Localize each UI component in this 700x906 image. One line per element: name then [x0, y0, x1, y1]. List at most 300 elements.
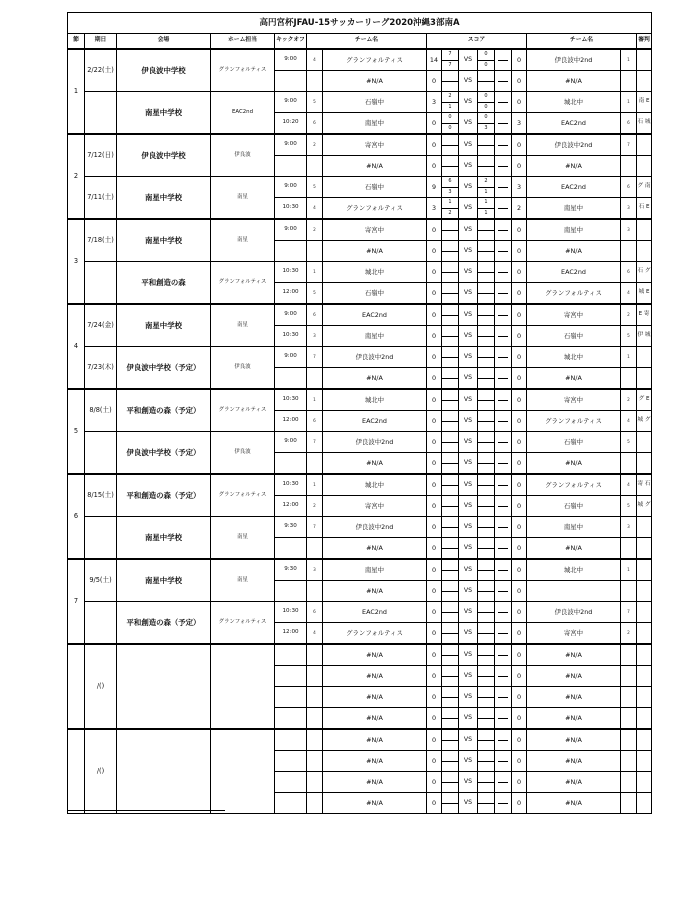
away-team-number — [621, 368, 637, 390]
away-first-half — [478, 305, 494, 316]
home-half-scores — [442, 49, 459, 71]
away-half-stack — [478, 538, 494, 558]
home-half-stack — [442, 751, 458, 771]
home-half-scores — [442, 581, 459, 602]
away-team-name: #N/A — [527, 772, 621, 793]
away-half-scores — [478, 666, 495, 687]
away-team-name: #N/A — [527, 729, 621, 751]
away-team-name: 城北中 — [527, 92, 621, 113]
referee-cell: 城 グ — [637, 411, 652, 432]
vs-label: VS — [459, 219, 478, 241]
home-team-name: #N/A — [323, 751, 427, 772]
referee-cell — [637, 432, 652, 453]
away-second-half: 3 — [484, 124, 488, 131]
vs-label: VS — [459, 644, 478, 666]
away-half-scores — [478, 113, 495, 135]
home-team-name: #N/A — [323, 666, 427, 687]
home-score-total: 0 — [427, 453, 442, 475]
score-divider — [495, 177, 512, 198]
score-divider — [495, 113, 512, 135]
away-score-total: 2 — [512, 198, 527, 220]
host-cell: 南星 — [211, 517, 275, 560]
away-first-half — [478, 347, 494, 358]
home-second-half — [442, 613, 458, 623]
host-cell: 南星 — [211, 177, 275, 220]
away-second-half: 1 — [484, 188, 488, 195]
home-first-half — [442, 475, 458, 486]
home-half-scores — [442, 113, 459, 135]
away-team-number: 7 — [621, 134, 637, 156]
date-cell: 7/11(土) — [85, 177, 117, 220]
away-team-name: #N/A — [527, 156, 621, 177]
host-cell — [211, 644, 275, 729]
vs-label: VS — [459, 708, 478, 730]
home-score-total: 0 — [427, 623, 442, 645]
kickoff-cell: 10:30 — [275, 602, 307, 623]
kickoff-cell: 9:00 — [275, 177, 307, 198]
home-first-half — [442, 220, 458, 231]
away-team-number — [621, 156, 637, 177]
away-team-number — [621, 644, 637, 666]
home-team-number: 4 — [307, 198, 323, 220]
away-half-scores — [478, 517, 495, 538]
away-first-half — [478, 475, 494, 486]
away-half-scores — [478, 581, 495, 602]
home-score-total: 0 — [427, 113, 442, 135]
away-score-total: 0 — [512, 368, 527, 390]
round-cell: 1 — [68, 49, 85, 134]
away-half-stack — [478, 517, 494, 537]
match-row — [68, 134, 652, 156]
home-half-scores — [442, 729, 459, 751]
vs-label: VS — [459, 134, 478, 156]
away-second-half — [478, 464, 494, 474]
away-team-number — [621, 241, 637, 262]
away-team-number: 7 — [621, 602, 637, 623]
home-second-half: 0 — [448, 124, 452, 131]
home-score-total: 0 — [427, 517, 442, 538]
home-team-number — [307, 241, 323, 262]
home-second-half — [442, 486, 458, 496]
home-team-name: 石嶺中 — [323, 283, 427, 305]
home-team-number: 6 — [307, 304, 323, 326]
referee-cell — [637, 623, 652, 645]
away-first-half: 2 — [478, 177, 494, 188]
home-team-name: #N/A — [323, 644, 427, 666]
home-first-half — [442, 793, 458, 804]
home-second-half — [442, 507, 458, 517]
home-half-stack — [442, 326, 458, 346]
away-second-half — [478, 592, 494, 602]
home-team-name: #N/A — [323, 687, 427, 708]
kickoff-cell: 10:30 — [275, 474, 307, 496]
home-team-name: 城北中 — [323, 474, 427, 496]
away-team-name: 南星中 — [527, 198, 621, 220]
score-divider — [495, 219, 512, 241]
away-second-half — [478, 146, 494, 156]
home-half-stack — [442, 92, 458, 112]
away-score-total: 0 — [512, 729, 527, 751]
away-team-number: 1 — [621, 559, 637, 581]
away-score-total: 0 — [512, 559, 527, 581]
host-cell: 伊良波 — [211, 347, 275, 390]
away-half-stack — [478, 730, 494, 750]
home-score-total: 0 — [427, 411, 442, 432]
kickoff-cell: 9:00 — [275, 347, 307, 368]
kickoff-cell — [275, 729, 307, 751]
away-first-half — [478, 241, 494, 252]
referee-cell — [637, 517, 652, 538]
home-half-scores — [442, 198, 459, 220]
home-team-number: 6 — [307, 411, 323, 432]
away-half-scores — [478, 347, 495, 368]
home-team-name: #N/A — [323, 708, 427, 730]
home-half-stack — [442, 602, 458, 622]
away-team-number — [621, 666, 637, 687]
host-cell — [211, 729, 275, 814]
away-first-half — [478, 538, 494, 549]
home-half-scores — [442, 708, 459, 730]
away-team-name: 伊良波中2nd — [527, 602, 621, 623]
date-cell — [85, 517, 117, 560]
away-team-name: #N/A — [527, 666, 621, 687]
match-row — [68, 729, 652, 751]
home-score-total: 0 — [427, 283, 442, 305]
referee-cell — [637, 644, 652, 666]
date-cell: 7/24(金) — [85, 304, 117, 347]
vs-label: VS — [459, 772, 478, 793]
away-team-number: 1 — [621, 49, 637, 71]
home-half-stack — [442, 453, 458, 473]
kickoff-cell — [275, 368, 307, 390]
home-second-half — [442, 443, 458, 453]
away-team-number: 5 — [621, 432, 637, 453]
away-half-stack — [478, 475, 494, 495]
home-team-name: #N/A — [323, 241, 427, 262]
home-first-half — [442, 305, 458, 316]
home-half-scores — [442, 453, 459, 475]
header-referee: 審判 — [637, 34, 652, 50]
referee-cell — [637, 71, 652, 92]
away-team-number: 4 — [621, 411, 637, 432]
away-team-name: 伊良波中2nd — [527, 134, 621, 156]
away-half-scores — [478, 623, 495, 645]
home-team-number: 6 — [307, 602, 323, 623]
home-first-half — [442, 751, 458, 762]
away-team-name: 石嶺中 — [527, 432, 621, 453]
kickoff-cell: 12:00 — [275, 623, 307, 645]
home-score-total: 0 — [427, 687, 442, 708]
header-round: 節 — [68, 34, 85, 50]
away-second-half — [478, 719, 494, 729]
kickoff-cell — [275, 538, 307, 560]
away-team-number: 5 — [621, 496, 637, 517]
host-cell: 伊良波 — [211, 134, 275, 177]
score-divider — [495, 517, 512, 538]
home-half-stack — [442, 135, 458, 155]
score-divider — [495, 411, 512, 432]
away-first-half — [478, 581, 494, 592]
away-half-scores — [478, 92, 495, 113]
referee-cell — [637, 793, 652, 814]
home-first-half — [442, 71, 458, 82]
away-first-half — [478, 708, 494, 719]
venue-cell: 伊良波中学校（予定） — [117, 432, 211, 475]
home-half-scores — [442, 793, 459, 814]
home-team-number — [307, 644, 323, 666]
host-cell: グランフォルティス — [211, 49, 275, 92]
home-score-total: 0 — [427, 559, 442, 581]
away-second-half — [478, 422, 494, 432]
away-team-name: グランフォルティス — [527, 283, 621, 305]
away-half-scores — [478, 49, 495, 71]
home-team-name: 南星中 — [323, 326, 427, 347]
home-first-half — [442, 708, 458, 719]
away-first-half — [478, 156, 494, 167]
score-divider — [495, 793, 512, 814]
venue-cell: 南星中学校 — [117, 517, 211, 560]
away-first-half — [478, 135, 494, 146]
away-half-scores — [478, 71, 495, 92]
away-half-stack — [478, 772, 494, 792]
away-half-scores — [478, 772, 495, 793]
away-score-total: 3 — [512, 177, 527, 198]
away-team-number — [621, 708, 637, 730]
away-team-number — [621, 453, 637, 475]
date-cell: /() — [85, 644, 117, 729]
away-half-stack — [478, 793, 494, 813]
away-second-half — [478, 401, 494, 411]
away-half-scores — [478, 644, 495, 666]
away-team-number: 6 — [621, 177, 637, 198]
home-team-number: 2 — [307, 134, 323, 156]
home-half-scores — [442, 262, 459, 283]
home-half-scores — [442, 432, 459, 453]
away-team-name: #N/A — [527, 241, 621, 262]
home-second-half — [442, 528, 458, 538]
away-team-number — [621, 581, 637, 602]
home-half-scores — [442, 666, 459, 687]
venue-cell: 伊良波中学校（予定） — [117, 347, 211, 390]
home-first-half — [442, 666, 458, 677]
venue-cell: 平和創造の森（予定） — [117, 474, 211, 517]
home-first-half — [442, 411, 458, 422]
home-half-stack — [442, 517, 458, 537]
kickoff-cell — [275, 708, 307, 730]
away-score-total: 0 — [512, 644, 527, 666]
home-second-half — [442, 804, 458, 814]
away-half-scores — [478, 241, 495, 262]
match-row — [68, 432, 652, 453]
kickoff-cell: 12:00 — [275, 496, 307, 517]
host-cell: 南星 — [211, 219, 275, 262]
home-score-total: 3 — [427, 198, 442, 220]
home-first-half — [442, 772, 458, 783]
home-half-stack — [442, 432, 458, 452]
score-divider — [495, 368, 512, 390]
away-second-half — [478, 762, 494, 772]
venue-cell: 南星中学校 — [117, 92, 211, 135]
away-team-number — [621, 687, 637, 708]
home-team-name: #N/A — [323, 538, 427, 560]
round-cell: 7 — [68, 559, 85, 644]
referee-cell: 城 E — [637, 283, 652, 305]
home-second-half: 2 — [448, 209, 452, 216]
score-divider — [495, 751, 512, 772]
home-half-stack — [442, 475, 458, 495]
home-team-name: 南星中 — [323, 113, 427, 135]
kickoff-cell — [275, 156, 307, 177]
home-team-name: 寄宮中 — [323, 496, 427, 517]
home-score-total: 0 — [427, 581, 442, 602]
away-half-stack — [478, 751, 494, 771]
away-score-total: 0 — [512, 623, 527, 645]
away-first-half: 0 — [478, 50, 494, 61]
match-row — [68, 219, 652, 241]
kickoff-cell — [275, 241, 307, 262]
away-half-stack — [478, 326, 494, 346]
round-cell: 4 — [68, 304, 85, 389]
vs-label: VS — [459, 92, 478, 113]
away-half-stack — [478, 262, 494, 282]
referee-cell — [637, 666, 652, 687]
away-team-name: 城北中 — [527, 559, 621, 581]
home-team-name: EAC2nd — [323, 602, 427, 623]
away-team-name: 南星中 — [527, 517, 621, 538]
date-cell: 2/22(土) — [85, 49, 117, 92]
home-second-half — [442, 422, 458, 432]
home-score-total: 0 — [427, 708, 442, 730]
away-second-half — [478, 231, 494, 241]
away-second-half — [478, 252, 494, 262]
vs-label: VS — [459, 729, 478, 751]
header-venue: 会場 — [117, 34, 211, 50]
referee-cell — [637, 347, 652, 368]
home-second-half — [442, 146, 458, 156]
match-row — [68, 644, 652, 666]
home-team-number — [307, 666, 323, 687]
home-first-half — [442, 538, 458, 549]
home-team-name: 伊良波中2nd — [323, 432, 427, 453]
vs-label: VS — [459, 326, 478, 347]
home-half-scores — [442, 751, 459, 772]
home-second-half — [442, 252, 458, 262]
vs-label: VS — [459, 496, 478, 517]
home-team-number: 3 — [307, 326, 323, 347]
away-team-name: EAC2nd — [527, 113, 621, 135]
header-row — [68, 34, 652, 50]
away-first-half — [478, 623, 494, 634]
away-first-half — [478, 687, 494, 698]
home-team-name: EAC2nd — [323, 304, 427, 326]
home-team-number — [307, 708, 323, 730]
away-score-total: 0 — [512, 411, 527, 432]
home-score-total: 0 — [427, 71, 442, 92]
home-score-total: 14 — [427, 49, 442, 71]
away-team-number — [621, 793, 637, 814]
home-second-half: 1 — [448, 103, 452, 110]
away-team-number — [621, 538, 637, 560]
away-half-stack — [478, 156, 494, 176]
referee-cell: 石 E — [637, 198, 652, 220]
away-half-scores — [478, 496, 495, 517]
away-half-scores — [478, 198, 495, 220]
score-divider — [495, 496, 512, 517]
home-half-stack — [442, 793, 458, 813]
home-half-stack — [442, 645, 458, 665]
venue-cell — [117, 644, 211, 729]
home-team-name: #N/A — [323, 581, 427, 602]
schedule-table — [67, 12, 652, 814]
away-first-half: 0 — [478, 92, 494, 103]
round-cell — [68, 644, 85, 729]
home-score-total: 0 — [427, 156, 442, 177]
away-second-half — [478, 571, 494, 581]
away-team-number: 6 — [621, 262, 637, 283]
match-row — [68, 389, 652, 411]
away-half-stack — [478, 177, 494, 197]
away-team-name: 寄宮中 — [527, 623, 621, 645]
home-team-number: 2 — [307, 496, 323, 517]
away-second-half: 0 — [484, 61, 488, 68]
away-team-name: #N/A — [527, 453, 621, 475]
away-half-scores — [478, 156, 495, 177]
referee-cell — [637, 219, 652, 241]
away-team-name: 石嶺中 — [527, 326, 621, 347]
referee-cell — [637, 368, 652, 390]
referee-cell — [637, 708, 652, 730]
home-half-stack — [442, 538, 458, 558]
home-second-half — [442, 82, 458, 92]
referee-cell — [637, 687, 652, 708]
away-half-stack — [478, 368, 494, 388]
away-half-stack — [478, 560, 494, 580]
home-half-stack — [442, 50, 458, 70]
home-second-half: 3 — [448, 188, 452, 195]
away-team-number: 3 — [621, 198, 637, 220]
venue-cell: 平和創造の森 — [117, 262, 211, 305]
home-half-scores — [442, 92, 459, 113]
referee-cell: 城 グ — [637, 496, 652, 517]
away-first-half — [478, 602, 494, 613]
score-divider — [495, 623, 512, 645]
home-score-total: 0 — [427, 347, 442, 368]
score-divider — [495, 772, 512, 793]
away-half-stack — [478, 390, 494, 410]
kickoff-cell: 9:00 — [275, 134, 307, 156]
home-team-number: 5 — [307, 92, 323, 113]
footer-rule — [67, 810, 225, 811]
away-first-half — [478, 368, 494, 379]
home-half-scores — [442, 496, 459, 517]
home-first-half: 7 — [442, 50, 458, 61]
away-team-number — [621, 729, 637, 751]
away-second-half — [478, 804, 494, 814]
referee-cell: グ E — [637, 389, 652, 411]
home-score-total: 0 — [427, 644, 442, 666]
kickoff-cell: 10:20 — [275, 113, 307, 135]
kickoff-cell: 9:30 — [275, 517, 307, 538]
home-team-name: #N/A — [323, 156, 427, 177]
home-second-half — [442, 358, 458, 368]
home-first-half — [442, 156, 458, 167]
home-team-number: 1 — [307, 262, 323, 283]
home-score-total: 0 — [427, 666, 442, 687]
vs-label: VS — [459, 262, 478, 283]
home-half-stack — [442, 113, 458, 133]
away-score-total: 0 — [512, 134, 527, 156]
home-team-name: 寄宮中 — [323, 134, 427, 156]
